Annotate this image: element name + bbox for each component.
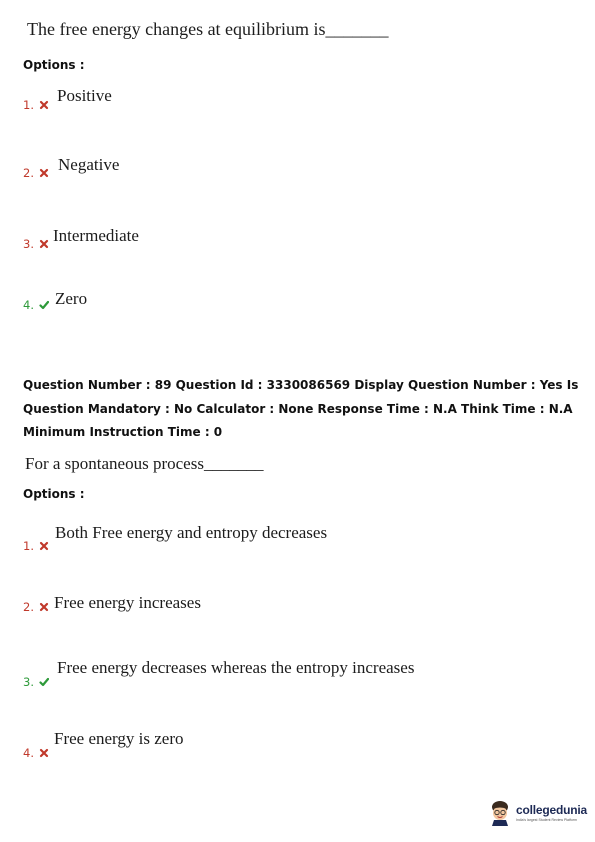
q2-option-3-text: Free energy decreases whereas the entropy increases (57, 658, 415, 677)
cross-icon (39, 239, 49, 249)
cross-icon (39, 541, 49, 551)
question-2-options-label: Options : (23, 487, 85, 501)
question-1-text: The free energy changes at equilibrium is_______ (27, 19, 389, 39)
logo-name: collegedunia (516, 802, 587, 817)
q1-option-2-text: Negative (58, 155, 120, 174)
question-2-meta: Question Number : 89 Question Id : 3330086569 Display Question Number : Yes Is Question Mandatory : No Calculator : None Response Time : N.A Think Time : N.A Minimum Instruction Time : 0 (23, 378, 579, 439)
q2-option-2-number: 2. (23, 600, 49, 614)
collegedunia-logo (488, 798, 587, 826)
q2-option-1-number: 1. (23, 539, 49, 553)
cross-icon (39, 168, 49, 178)
cross-icon (39, 602, 49, 612)
q1-option-2-number: 2. (23, 166, 49, 180)
student-avatar-icon (488, 798, 512, 826)
q2-option-4-text: Free energy is zero (54, 729, 184, 748)
q2-option-3-number: 3. (23, 675, 49, 689)
logo-tagline: India's largest Student Review Platform (516, 817, 577, 822)
check-icon (39, 300, 49, 310)
question-2-text: For a spontaneous process_______ (25, 454, 264, 473)
q1-option-4-text: Zero (55, 289, 88, 308)
cross-icon (39, 100, 49, 110)
q2-option-4-number: 4. (23, 746, 49, 760)
check-icon (39, 677, 49, 687)
question-1-options-label: Options : (23, 58, 85, 72)
q1-option-3-number: 3. (23, 237, 49, 251)
q1-option-1-number: 1. (23, 98, 49, 112)
q1-option-4-number: 4. (23, 298, 49, 312)
cross-icon (39, 748, 49, 758)
q1-option-1-text: Positive (57, 86, 112, 105)
q1-option-3-text: Intermediate (53, 226, 139, 245)
q2-option-2-text: Free energy increases (54, 593, 201, 612)
q2-option-1-text: Both Free energy and entropy decreases (55, 523, 328, 542)
